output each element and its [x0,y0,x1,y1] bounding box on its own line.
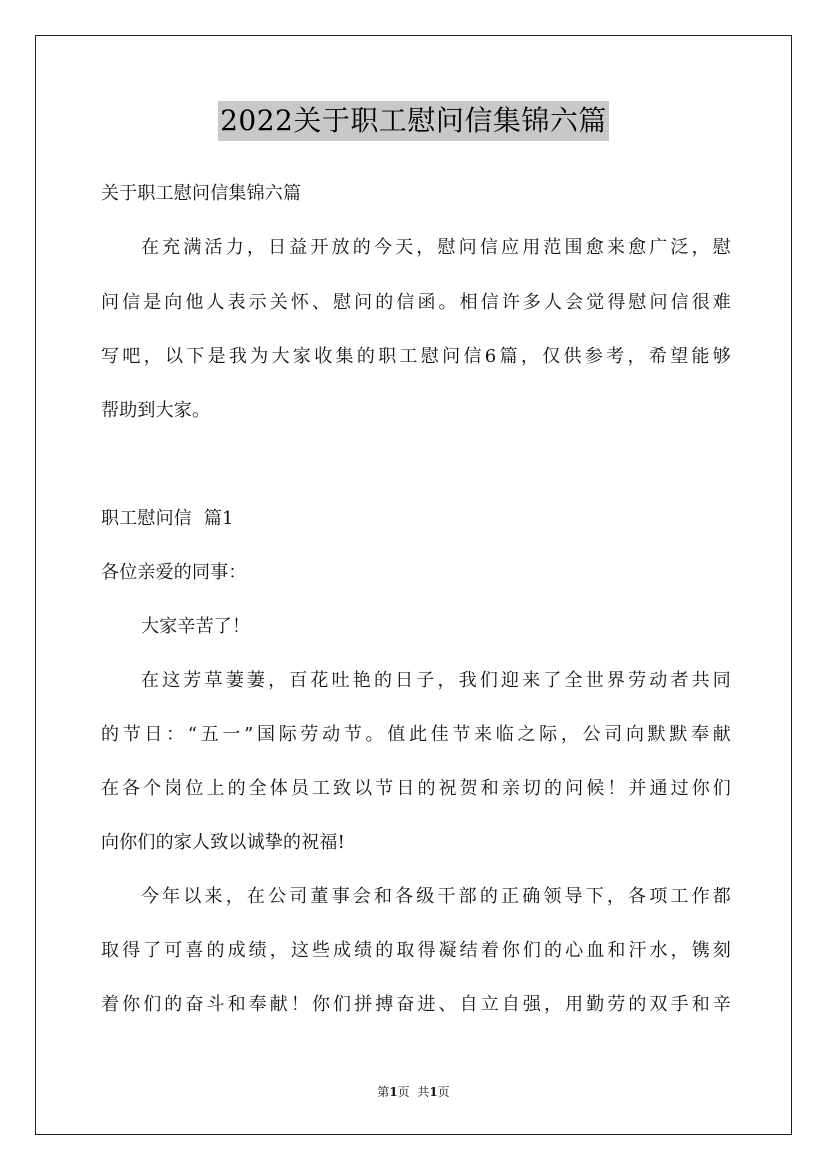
total-pages: 1 [429,1085,438,1099]
title-area [0,101,827,141]
page-number: 1 [389,1085,398,1099]
paragraph-line: 取得了可喜的成绩，这些成绩的取得凝结着你们的心血和汗水，镌刻 [101,940,731,961]
greeting: 大家辛苦了！ [141,616,251,637]
intro-line: 帮助到大家。 [101,400,211,421]
paragraph-line: 向你们的家人致以诚挚的祝福! [101,832,346,853]
salutation: 各位亲爱的同事： [101,562,247,583]
intro-line: 在充满活力，日益开放的今天，慰问信应用范围愈来愈广泛，慰 [141,237,731,258]
paragraph-line: 的节日：“五一”国际劳动节。值此佳节来临之际，公司向默默奉献 [101,724,731,745]
paragraph-line: 在各个岗位上的全体员工致以节日的祝贺和亲切的问候！并通过你们 [101,778,731,799]
page-footer [0,1084,827,1100]
document-subtitle: 关于职工慰问信集锦六篇 [101,183,302,204]
section-heading: 职工慰问信 篇1 [101,508,234,529]
page-label-suffix: 页 [437,1085,450,1099]
intro-line: 问信是向他人表示关怀、慰问的信函。相信许多人会觉得慰问信很难 [101,292,731,313]
intro-line: 写吧，以下是我为大家收集的职工慰问信6篇，仅供参考，希望能够 [101,346,731,367]
page-label-mid: 页 共 [397,1085,430,1099]
paragraph-line: 今年以来，在公司董事会和各级干部的正确领导下，各项工作都 [141,886,731,907]
page-label-prefix: 第 [377,1085,390,1099]
document-title: 2022关于职工慰问信集锦六篇 [218,101,609,141]
paragraph-line: 着你们的奋斗和奉献！你们拼搏奋进、自立自强，用勤劳的双手和辛 [101,994,731,1015]
paragraph-line: 在这芳草萋萋，百花吐艳的日子，我们迎来了全世界劳动者共同 [141,670,731,691]
